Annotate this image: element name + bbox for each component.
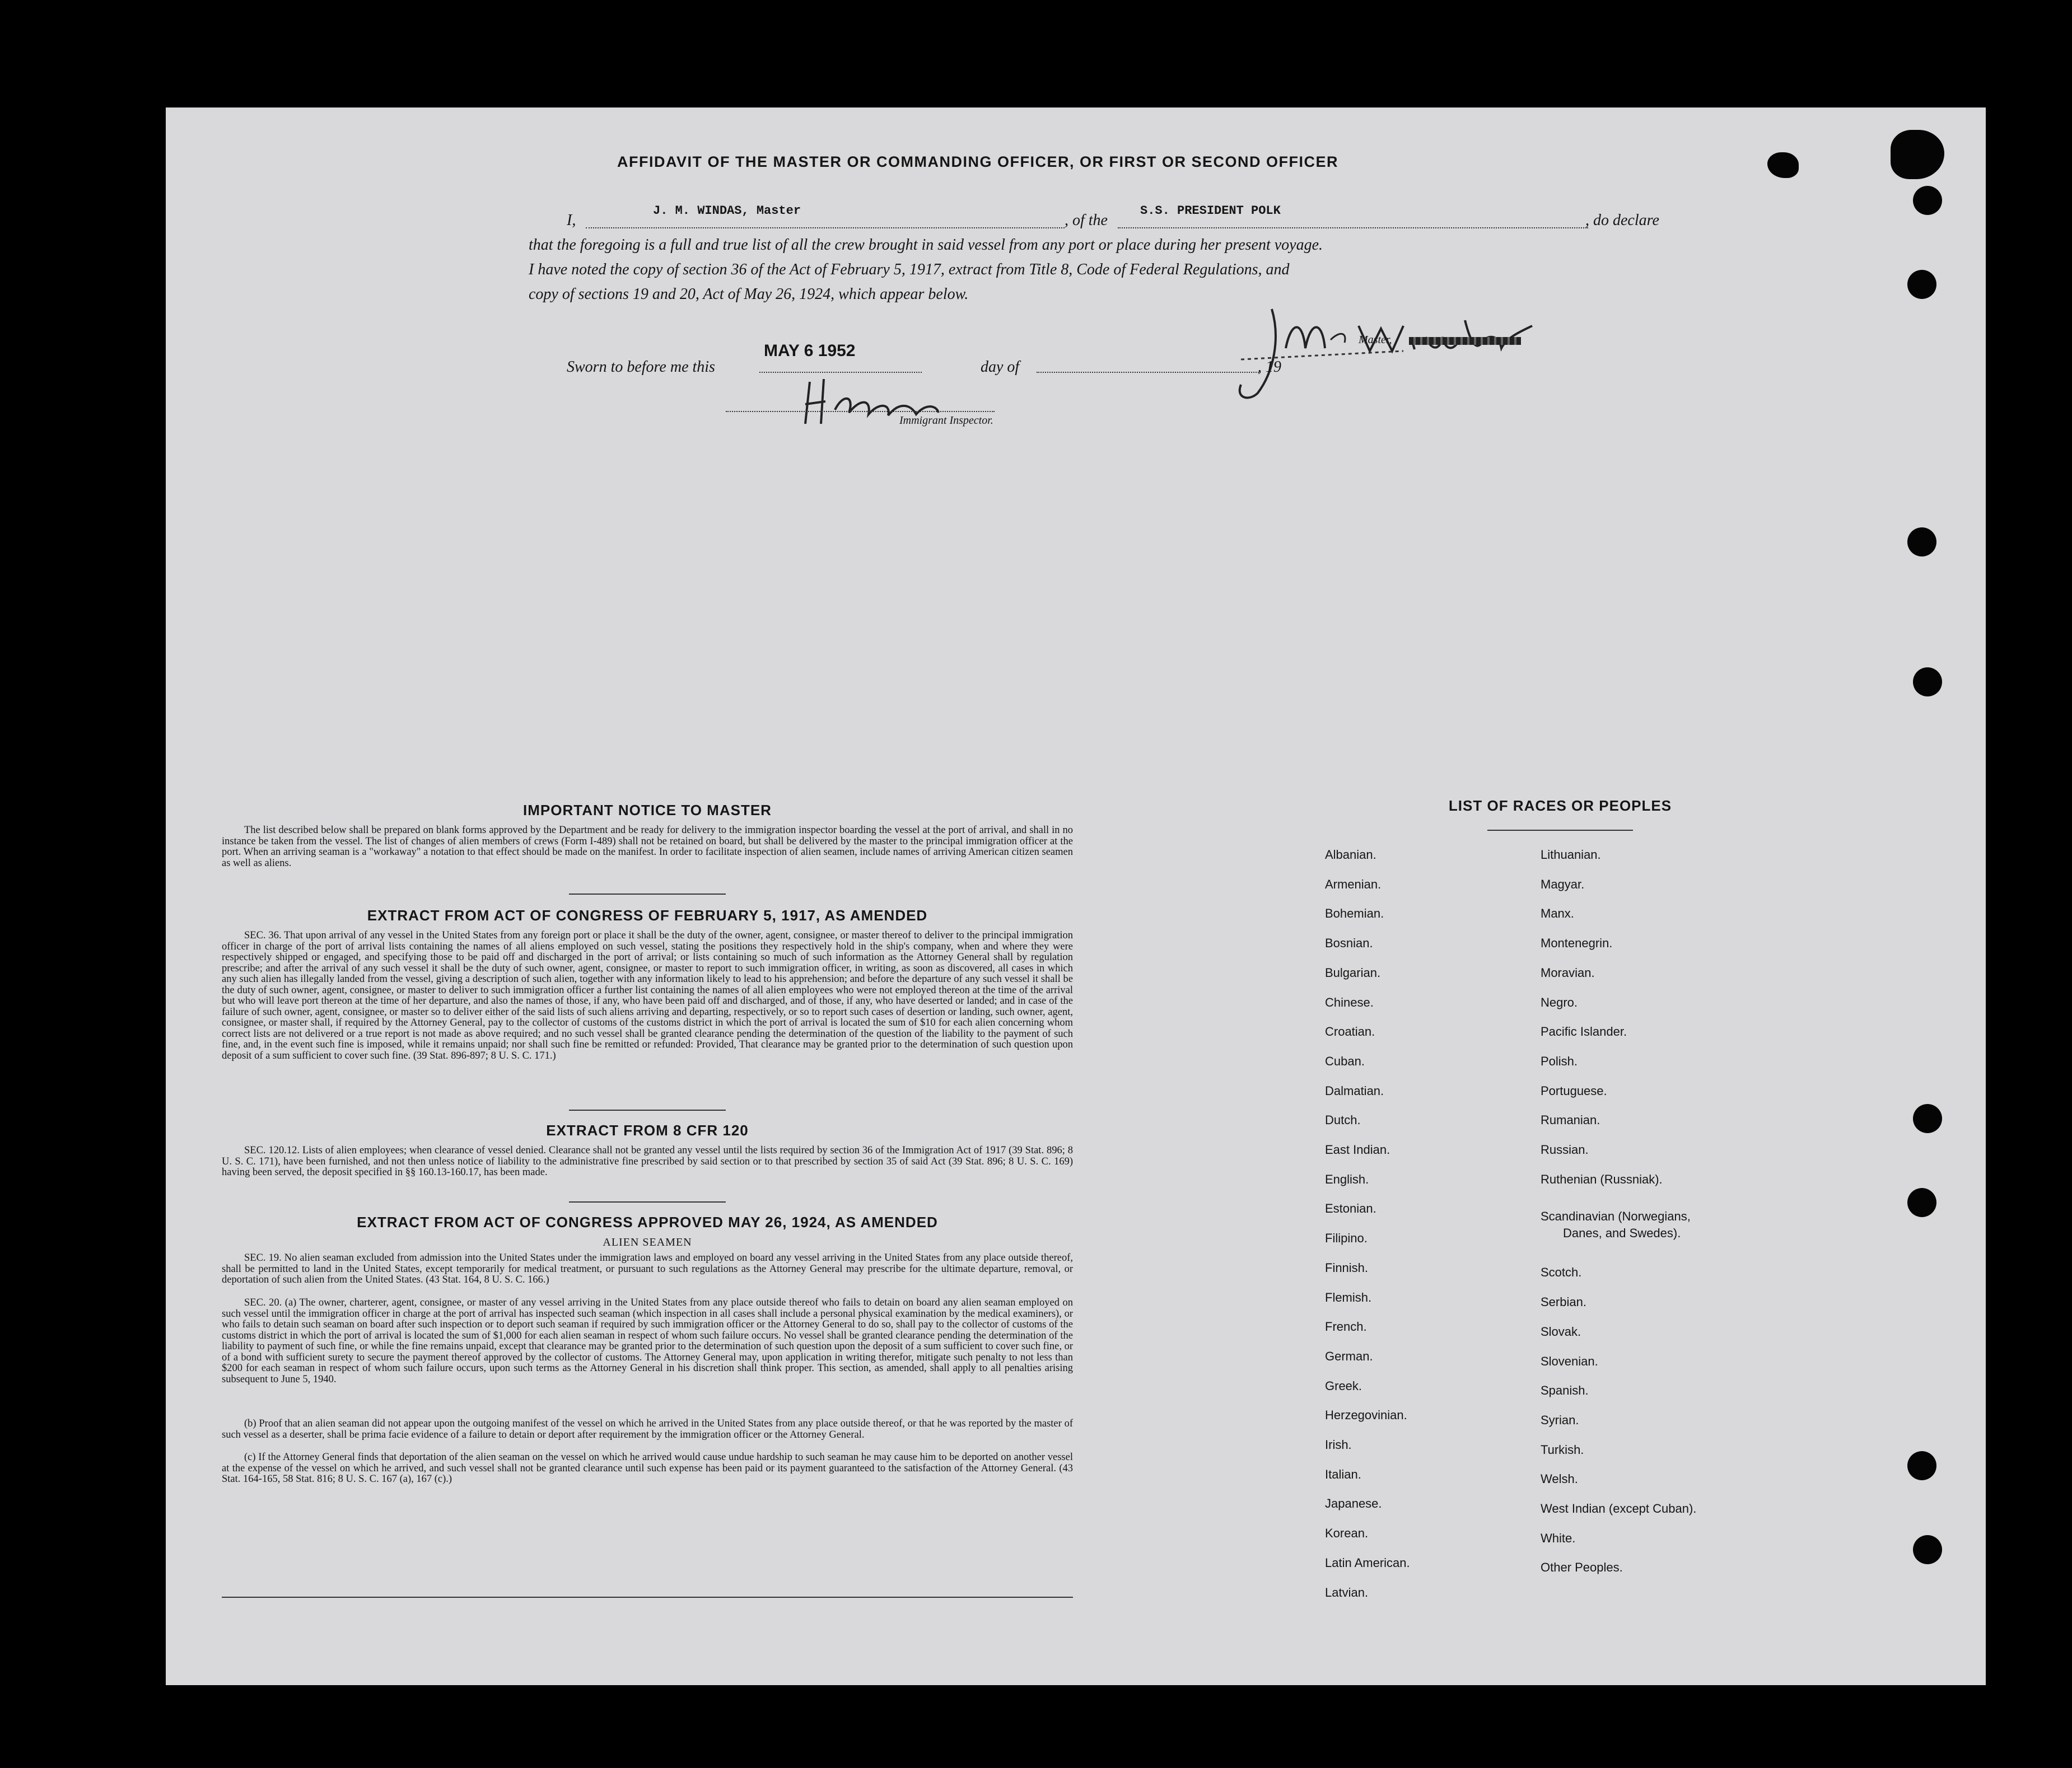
punch-hole — [1907, 1451, 1936, 1480]
race-item: Scotch. — [1541, 1265, 1582, 1280]
race-item: Bulgarian. — [1325, 965, 1381, 980]
race-item: Portuguese. — [1541, 1083, 1607, 1098]
race-item: Estonian. — [1325, 1201, 1376, 1216]
race-item: Croatian. — [1325, 1025, 1375, 1039]
punch-hole — [1913, 1535, 1942, 1564]
master-name-field: J. M. WINDAS, Master — [653, 204, 801, 218]
race-item: Herzegovinian. — [1325, 1408, 1407, 1423]
race-item: Greek. — [1325, 1378, 1362, 1393]
race-item: Korean. — [1325, 1526, 1369, 1541]
document-page — [166, 107, 1986, 1685]
race-item: Bosnian. — [1325, 936, 1373, 951]
race-item: Ruthenian (Russniak). — [1541, 1172, 1663, 1186]
sworn-label: Sworn to before me this — [567, 358, 715, 376]
extract-1924-sec20c: (c) If the Attorney General finds that deportation of the alien seaman on the vessel on which he arrived would cause undue hardship to such seaman he may cause him to be deported on another vessel at the expense of the vessel on which he arrived, and such vessel shall not be granted clearance until such expense has been paid or its payment guaranteed to the satisfaction of the Attorney General. (43 Stat. 164-165, 58 Stat. 816; 8 U. S. C. 167 (a), 167 (c).) — [222, 1452, 1073, 1485]
race-item: Dalmatian. — [1325, 1083, 1384, 1098]
bottom-rule — [222, 1597, 1073, 1598]
race-item: Rumanian. — [1541, 1113, 1600, 1128]
punch-hole — [1907, 527, 1936, 556]
race-item: Latvian. — [1325, 1585, 1369, 1599]
extract-1924-subtitle: ALIEN SEAMEN — [603, 1236, 692, 1248]
race-item: Montenegrin. — [1541, 936, 1613, 951]
race-item: Russian. — [1541, 1143, 1589, 1157]
notice-body: The list described below shall be prepared on blank forms approved by the Department and be ready for delivery to the immigration inspector boarding the vessel at the port of arrival, and shall in no instance be taken from the vessel. The list of changes of alien members of crews (Form I-489) shall not be retained on board, but shall be delivered by the master to the principal immigration officer at the port. When an arriving seaman is a "workaway" a notation to that effect should be made on the manifest. In order to facilitate inspection of alien seamen, include names of arriving American citizen seamen as well as aliens. — [222, 825, 1073, 869]
punch-hole — [1907, 270, 1936, 299]
race-item: Danes, and Swedes). — [1563, 1226, 1681, 1241]
affidavit-body-line2: I have noted the copy of section 36 of the Act of February 5, 1917, extract from Title 8, Code of Federal Regulations, and — [529, 261, 1290, 278]
affidavit-body-line1: that the foregoing is a full and true list of all the crew brought in said vessel from any port or place during her present voyage. — [529, 236, 1323, 254]
punch-hole — [1913, 1104, 1942, 1133]
race-item: Lithuanian. — [1541, 848, 1601, 862]
extract-cfr-body: SEC. 120.12. Lists of alien employees; when clearance of vessel denied. Clearance shall not be granted any vessel until the lists required by section 36 of the Immigration Act of 1917 (39 Stat. 896; 8 U. S. C. 171), have been furnished, and not then unless notice of liability to the administrative fine prescribed by said section or to that prescribed by section 35 of said Act (39 Stat. 896; 8 U. S. C. 169) having been served, the deposit specified in §§ 160.13-160.17, has been made. — [222, 1145, 1073, 1178]
race-item: Slovak. — [1541, 1324, 1581, 1339]
race-item: Serbian. — [1541, 1295, 1586, 1309]
race-item: Italian. — [1325, 1467, 1361, 1481]
race-item: Latin American. — [1325, 1555, 1410, 1570]
race-item: German. — [1325, 1349, 1373, 1363]
struck-officer-title — [1409, 337, 1521, 345]
inspector-caption: Immigrant Inspector. — [899, 414, 993, 427]
extract-1924-sec20a: SEC. 20. (a) The owner, charterer, agent, consignee, or master of any vessel arriving in the United States from any place outside thereof who fails to detain on board any alien seaman employed on such vessel until the immigration officer in charge at the port of arrival has inspected such seaman (which inspection in all cases shall include a personal physical examination by the medical examiners), or who fails to detain such seaman on board after such inspection or to deport such seaman if required by such immigration officer or the Attorney General to do so, shall pay to the collector of customs of the customs district in which the port of arrival is located the sum of $1,000 for each alien seaman in respect of whom such failure occurs. No vessel shall be granted clearance pending the determination of the liability to payment of such fine, or while the fine remains unpaid, except that clearance may be granted prior to the determination of such question upon the deposit of a sum sufficient to cover such fine, or of a bond with sufficient surety to secure the payment thereof approved by the collector of customs. The Attorney General may, upon application in writing therefor, mitigate such penalty to not less than $200 for each seaman in respect of whom such failure occurs, upon such terms as the Attorney General in his discretion shall think proper. This section, as amended, shall apply to all penalties arising subsequent to June 5, 1940. — [222, 1297, 1073, 1385]
race-item: White. — [1541, 1531, 1576, 1545]
divider — [569, 1201, 726, 1203]
race-item: Japanese. — [1325, 1496, 1382, 1511]
sworn-date-stamp: MAY 6 1952 — [764, 342, 856, 360]
i-label: I, — [567, 212, 576, 229]
punch-hole — [1913, 186, 1942, 215]
notice-title: IMPORTANT NOTICE TO MASTER — [523, 802, 772, 818]
race-item: Armenian. — [1325, 877, 1382, 891]
race-item: French. — [1325, 1320, 1367, 1334]
race-item: East Indian. — [1325, 1143, 1390, 1157]
race-item: Finnish. — [1325, 1260, 1369, 1275]
race-item: Turkish. — [1541, 1442, 1584, 1457]
race-item: Irish. — [1325, 1438, 1352, 1452]
divider — [569, 894, 726, 895]
race-item: English. — [1325, 1172, 1369, 1186]
master-caption: Master, — [1359, 334, 1392, 346]
race-item: Dutch. — [1325, 1113, 1361, 1128]
punch-hole — [1907, 1188, 1936, 1217]
divider — [1487, 830, 1633, 831]
race-item: Pacific Islander. — [1541, 1025, 1627, 1039]
extract-1924-sec19: SEC. 19. No alien seaman excluded from admission into the United States under the immigration laws and employed on board any vessel arriving in the United States from any place outside thereof, shall be permitted to land in the United States, except temporarily for medical treatment, or pursuant to such regulations as the Attorney General may prescribe for the ultimate departure, removal, or deportation of such alien from the United States. (43 Stat. 164, 8 U. S. C. 166.) — [222, 1252, 1073, 1285]
race-item: Scandinavian (Norwegians, — [1541, 1209, 1691, 1224]
year-label: , 19 — [1258, 358, 1281, 376]
race-item: Chinese. — [1325, 995, 1374, 1009]
affidavit-title: AFFIDAVIT OF THE MASTER OR COMMANDING OFFICER, OR FIRST OR SECOND OFFICER — [617, 153, 1338, 170]
race-item: Bohemian. — [1325, 906, 1384, 921]
race-item: Moravian. — [1541, 965, 1595, 980]
day-of-label: day of — [981, 358, 1020, 376]
race-item: Albanian. — [1325, 848, 1376, 862]
extract-cfr-title: EXTRACT FROM 8 CFR 120 — [546, 1122, 749, 1139]
races-title: LIST OF RACES OR PEOPLES — [1448, 797, 1672, 814]
vessel-name-field: S.S. PRESIDENT POLK — [1140, 204, 1281, 218]
race-item: Magyar. — [1541, 877, 1585, 891]
ink-blot — [1767, 152, 1799, 178]
race-item: Spanish. — [1541, 1383, 1589, 1398]
affidavit-body-line3: copy of sections 19 and 20, Act of May 26, 1924, which appear below. — [529, 286, 969, 303]
extract-1917-title: EXTRACT FROM ACT OF CONGRESS OF FEBRUARY 5, 1917, AS AMENDED — [367, 907, 928, 924]
race-item: Manx. — [1541, 906, 1574, 921]
race-item: Flemish. — [1325, 1290, 1372, 1304]
race-item: Filipino. — [1325, 1231, 1368, 1246]
extract-1917-body: SEC. 36. That upon arrival of any vessel in the United States from any foreign port or place it shall be the duty of the owner, agent, consignee, or master thereof to deliver to the principal immigration officer in charge of the port of arrival lists containing the names of all aliens employed on such vessel, stating the positions they respectively hold in the ship's company, when and where they were respectively shipped or engaged, and specifying those to be paid off and discharged in the port of arrival; or lists containing so much of such information as the Attorney General shall by regulation prescribe; and after the arrival of any such vessel it shall be the duty of such owner, agent, consignee, or master to report to such immigration officer, in writing, as soon as discovered, all cases in which any such alien has illegally landed from the vessel, giving a description of such alien, together with any information likely to lead to his apprehension; and before the departure of any such vessel it shall be the duty of such owner, agent, consignee, or master to deliver to such immigration officer a further list containing the names of all alien employees who were not employed thereon at the time of the arrival but who will leave port thereon at the time of her departure, and also the names of those, if any, who have been paid off and discharged, and of those, if any, who have deserted or landed; and in case of the failure of such owner, agent, consignee, or master so to deliver either of the said lists of such aliens arriving and departing, respectively, or so to report such cases of desertion or landing, such owner, agent, consignee, or master shall, if required by the Attorney General, pay to the collector of customs of the customs district in which the port of arrival is located the sum of $10 for each alien concerning whom correct lists are not delivered or a true report is not made as above required; and no such vessel shall be granted clearance pending the determination of the question of the liability to the payment of such fine, and, in the event such fine is imposed, while it remains unpaid; nor shall such fine be remitted or refunded: Provided, That clearance may be granted prior to the determination of such question upon deposit of a sum sufficient to cover such fine. (39 Stat. 896-897; 8 U. S. C. 171.) — [222, 930, 1073, 1061]
race-item: Cuban. — [1325, 1054, 1365, 1068]
declare-label: , do declare — [1585, 212, 1659, 229]
race-item: Polish. — [1541, 1054, 1578, 1068]
race-item: Slovenian. — [1541, 1354, 1598, 1368]
extract-1924-title: EXTRACT FROM ACT OF CONGRESS APPROVED MAY 26, 1924, AS AMENDED — [357, 1214, 938, 1231]
race-item: Negro. — [1541, 995, 1578, 1009]
race-item: Other Peoples. — [1541, 1560, 1623, 1575]
extract-1924-sec20b: (b) Proof that an alien seaman did not appear upon the outgoing manifest of the vessel on which he arrived in the United States from any place outside thereof, or that he was reported by the master of such vessel as a deserter, shall be prima facie evidence of a failure to detain or deport after requirement by the immigration officer or the Attorney General. — [222, 1418, 1073, 1440]
race-item: Welsh. — [1541, 1472, 1578, 1486]
master-signature — [1219, 287, 1577, 404]
divider — [569, 1110, 726, 1111]
race-item: West Indian (except Cuban). — [1541, 1502, 1697, 1516]
punch-hole — [1913, 667, 1942, 696]
ink-blot — [1891, 130, 1944, 179]
of-the-label: , of the — [1065, 212, 1108, 229]
race-item: Syrian. — [1541, 1412, 1579, 1427]
